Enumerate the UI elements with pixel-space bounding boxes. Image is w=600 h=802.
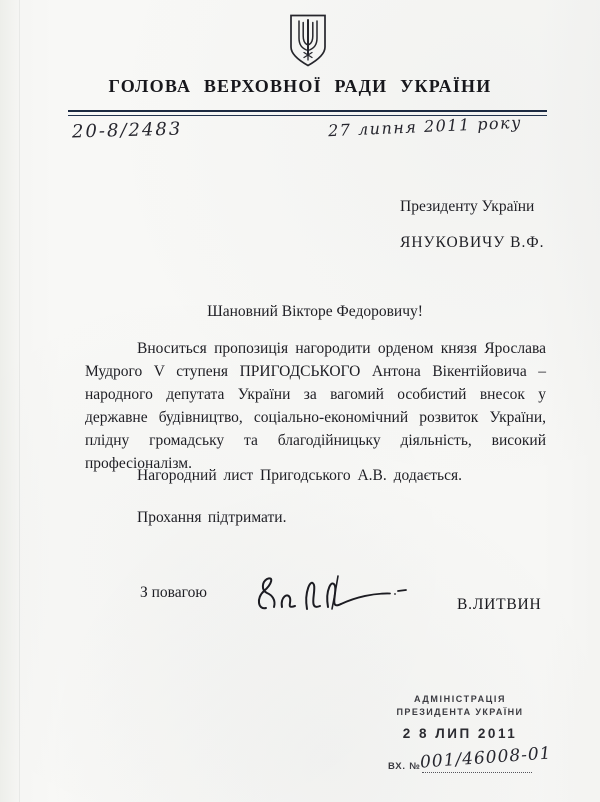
letterhead-title: ГОЛОВА ВЕРХОВНОЇ РАДИ УКРАЇНИ <box>108 76 492 96</box>
closing-respect: З повагою <box>140 584 207 601</box>
inbox-dotted-line <box>422 772 532 773</box>
administration-stamp <box>360 694 560 741</box>
body-paragraph-2: Нагородний лист Пригодського А.В. додається. <box>137 467 462 484</box>
recipient-title: Президенту України <box>400 198 535 215</box>
signer-name: В.ЛИТВИН <box>457 596 542 613</box>
inbox-label: ВХ. № <box>388 761 421 772</box>
body-paragraph-3: Прохання підтримати. <box>137 509 287 526</box>
inbox-registration <box>388 743 578 788</box>
stamp-line-2: ПРЕЗИДЕНТА УКРАЇНИ <box>396 707 524 717</box>
stamp-line-1: АДМІНІСТРАЦІЯ <box>413 694 507 704</box>
stamp-date: 2 8 ЛИП 2011 <box>402 726 518 741</box>
scan-edge-artifact <box>19 0 20 802</box>
outgoing-number-handwritten: 20-8/2483 <box>71 118 183 143</box>
litvyn-signature <box>252 566 417 628</box>
salutation: Шановний Вікторе Федоровичу! <box>207 303 423 320</box>
recipient-name: ЯНУКОВИЧУ В.Ф. <box>400 234 545 251</box>
tryzub-emblem-icon <box>288 14 328 67</box>
recipient-block <box>400 198 580 252</box>
letter-date-handwritten: 27 липня 2011 року <box>327 112 523 141</box>
body-paragraph-1: Вноситься пропозиція нагородити орденом князя Ярослава Мудрого V ступеня ПРИГОДСЬКОГО Антона Вікентійовича – народного депутата України за вагомий особистий внесок у державне будівництво, соціально-економічний розвиток України, плідну громадську та благодійницьку діяльність, високий професіоналізм. <box>85 340 546 472</box>
inbox-number-handwritten: 001/46008-01 <box>419 743 553 773</box>
